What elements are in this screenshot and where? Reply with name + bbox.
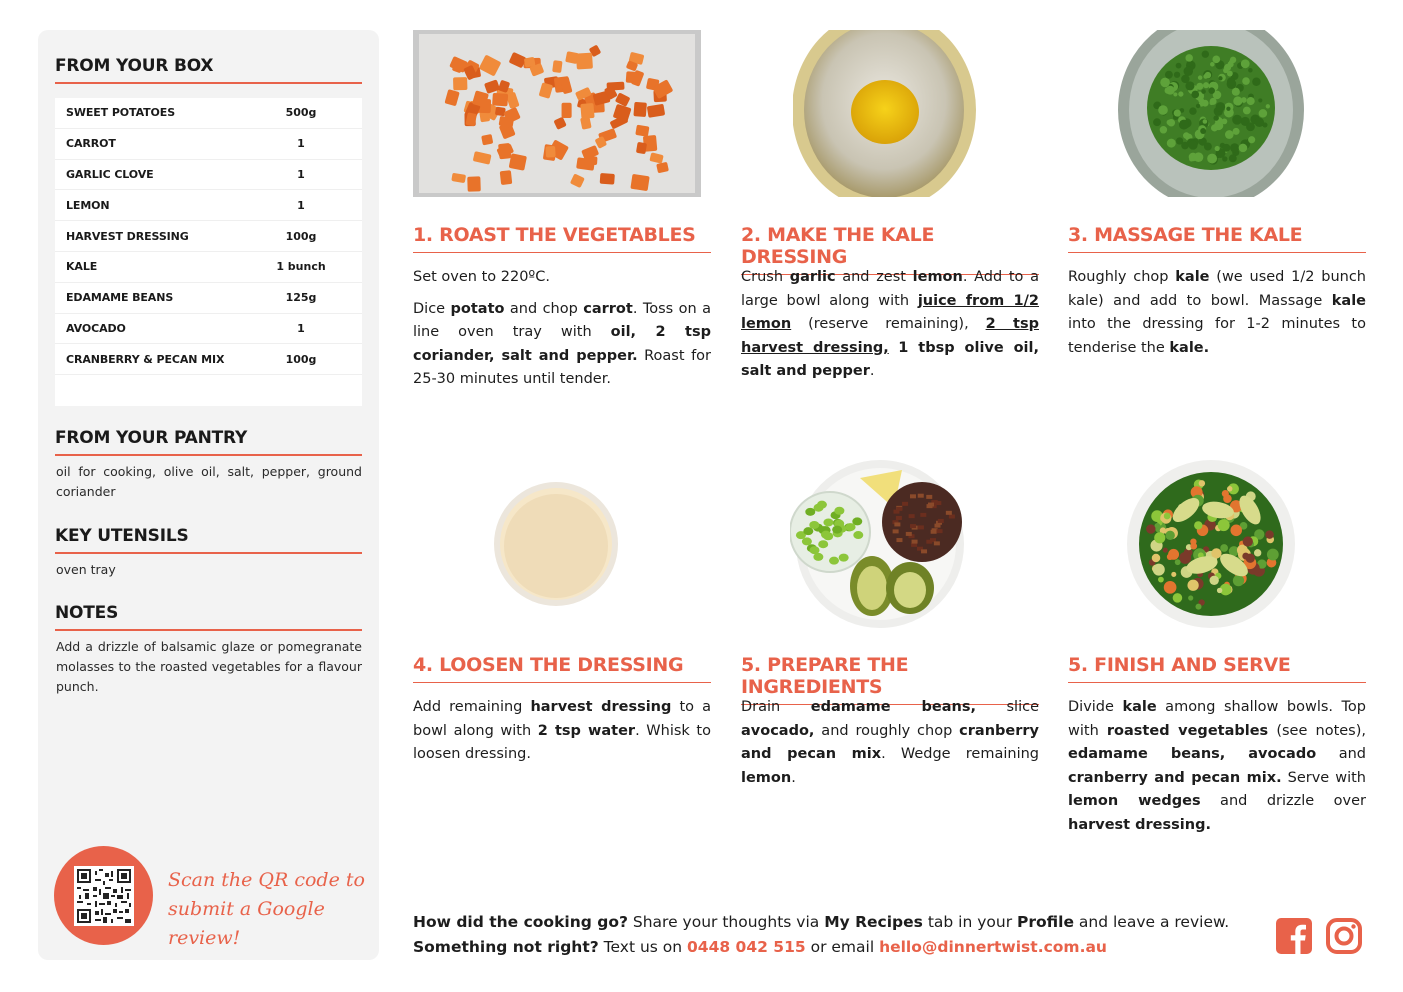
step-text: Drain <box>741 699 811 715</box>
ingredient-name: AVOCADO <box>66 321 126 335</box>
step-instructions <box>1068 696 1366 845</box>
ingredient-name: EDAMAME BEANS <box>66 291 174 305</box>
footer-line-1 <box>413 910 1263 935</box>
ingredient-row <box>55 344 362 375</box>
step-text: Crush <box>741 269 790 285</box>
step-paragraph <box>1068 266 1366 360</box>
ingredient-row <box>55 190 362 221</box>
underlined-ingredient: juice from 1/2 lemon <box>741 292 1039 332</box>
qr-code-icon[interactable] <box>74 866 134 926</box>
utensils-text: oven tray <box>56 562 116 577</box>
ingredient-qty: 500g <box>285 106 317 120</box>
step-instructions <box>1068 266 1366 368</box>
massaged-kale-photo <box>1118 30 1304 197</box>
notes-heading: NOTES <box>55 603 362 631</box>
step-text: to a bowl along with <box>413 699 711 739</box>
step-text: Add remaining <box>413 699 531 715</box>
ingredient-name: CRANBERRY & PECAN MIX <box>66 352 225 366</box>
ingredient-row <box>55 129 362 160</box>
bold-ingredient: lemon <box>741 769 792 786</box>
step-instructions <box>413 266 711 400</box>
ingredient-name: KALE <box>66 260 98 274</box>
bold-ingredient: kale. <box>1169 339 1210 356</box>
step-text: Set oven to 220ºC. <box>413 269 550 285</box>
step-paragraph <box>413 266 711 290</box>
profile-link[interactable]: Profile <box>1017 913 1074 931</box>
qr-caption-line-2: submit a Google review! <box>168 898 325 949</box>
bold-ingredient: harvest dressing. <box>1068 816 1211 833</box>
qr-caption <box>168 866 368 953</box>
my-recipes-link[interactable]: My Recipes <box>824 913 923 931</box>
bold-ingredient: cranberry and pecan mix. <box>1068 769 1282 786</box>
qr-caption-line-1: Scan the QR code to <box>168 869 365 891</box>
ingredient-name: GARLIC CLOVE <box>66 167 154 181</box>
step-text: (we used 1/2 bunch kale) and add to bowl. Massage <box>1068 269 1366 309</box>
step-text: and chop <box>504 300 584 317</box>
ingredient-row <box>55 283 362 314</box>
step-text: . Whisk to loosen dressing. <box>413 722 711 762</box>
bold-ingredient: lemon <box>912 269 963 285</box>
facebook-icon[interactable] <box>1276 918 1312 954</box>
footer-line-2 <box>413 935 1263 960</box>
step-title: 1. ROAST THE VEGETABLES <box>413 224 711 253</box>
sidebar <box>38 30 379 960</box>
prepared-ingredients-photo <box>790 460 970 628</box>
ingredient-qty: 125g <box>285 291 317 305</box>
bold-ingredient: avocado, <box>741 722 815 739</box>
step-text: and <box>1316 746 1367 762</box>
bold-ingredient: harvest dressing <box>530 699 672 715</box>
bold-ingredient: garlic <box>789 269 836 285</box>
step-text: Divide <box>1068 699 1123 715</box>
loosened-dressing-photo <box>493 481 619 607</box>
ingredient-name: HARVEST DRESSING <box>66 229 189 243</box>
step-text: . Add to a large bowl along with <box>741 269 1039 309</box>
step-text: and drizzle over <box>1200 793 1366 809</box>
step-instructions <box>741 696 1039 798</box>
step-text: into the dressing for 1-2 minutes to tenderise the <box>1068 316 1366 356</box>
step-text: . Toss on a line oven tray with <box>413 300 711 340</box>
ingredient-name: LEMON <box>66 198 110 212</box>
instagram-icon[interactable] <box>1326 918 1362 954</box>
finished-salad-photo <box>1126 460 1296 628</box>
feedback-text-3: and leave a review. <box>1073 913 1230 931</box>
feedback-text-2: tab in your <box>922 913 1018 931</box>
ingredient-qty: 100g <box>285 229 317 243</box>
underlined-ingredient: 2 tsp harvest dressing, <box>741 316 1039 356</box>
ingredient-qty: 1 <box>297 137 305 151</box>
kale-dressing-photo <box>793 30 976 197</box>
step-title: 5. PREPARE THE INGREDIENTS <box>741 654 1039 705</box>
step-paragraph <box>413 696 711 767</box>
bold-ingredient: kale <box>1122 699 1157 715</box>
bold-ingredient: cranberry and pecan mix <box>741 722 1039 762</box>
bold-ingredient: edamame beans, <box>810 699 976 715</box>
box-ingredients-table <box>55 98 362 406</box>
bold-ingredient: 1 tbsp olive oil, salt and pepper <box>741 339 1040 379</box>
pantry-text: oil for cooking, olive oil, salt, pepper, ground coriander <box>56 464 362 499</box>
support-text: Text us on <box>598 938 688 956</box>
roast-vegetables-photo <box>413 30 701 197</box>
step-text: (reserve remaining), <box>791 316 986 332</box>
ingredient-qty: 1 <box>297 198 305 212</box>
step-instructions <box>413 696 711 775</box>
ingredient-qty: 1 <box>297 321 305 335</box>
box-heading: FROM YOUR BOX <box>55 56 362 84</box>
step-text: . Wedge remaining <box>881 746 1039 762</box>
step-title: 2. MAKE THE KALE DRESSING <box>741 224 1039 275</box>
feedback-question: How did the cooking go? <box>413 913 628 931</box>
step-text: slice <box>976 699 1040 715</box>
qr-badge[interactable] <box>54 846 153 945</box>
step-text: (see notes), <box>1268 722 1366 739</box>
ingredient-row <box>55 160 362 191</box>
ingredient-qty: 1 bunch <box>276 260 326 274</box>
step-text: and roughly chop <box>814 722 960 739</box>
bold-ingredient: kale <box>1175 269 1210 285</box>
step-text: Dice <box>413 300 451 317</box>
step-paragraph <box>1068 696 1366 837</box>
step-title: 4. LOOSEN THE DRESSING <box>413 654 711 683</box>
ingredient-qty: 100g <box>285 352 317 366</box>
step-text: . <box>791 769 796 786</box>
bold-ingredient: roasted vegetables <box>1106 722 1269 739</box>
support-phone-link[interactable]: 0448 042 515 <box>687 938 806 956</box>
step-title: 5. FINISH AND SERVE <box>1068 654 1366 683</box>
bold-ingredient: oil, 2 tsp coriander, salt and pepper. <box>413 324 711 364</box>
bold-ingredient: kale <box>1331 292 1366 309</box>
step-text: . <box>869 363 875 379</box>
ingredient-row <box>55 314 362 345</box>
bold-ingredient: potato <box>450 300 505 317</box>
step-text <box>889 340 898 356</box>
step-instructions <box>741 266 1039 392</box>
bold-ingredient: edamame beans, avocado <box>1068 746 1317 762</box>
support-text-2: or email <box>805 938 880 956</box>
ingredient-row <box>55 221 362 252</box>
utensils-heading: KEY UTENSILS <box>55 526 362 554</box>
feedback-text: Share your thoughts via <box>627 913 825 931</box>
support-email-link[interactable]: hello@dinnertwist.com.au <box>879 938 1107 956</box>
bold-ingredient: lemon wedges <box>1068 793 1201 809</box>
bold-ingredient: carrot <box>583 300 633 317</box>
pantry-heading: FROM YOUR PANTRY <box>55 428 362 456</box>
feedback-footer <box>413 910 1263 960</box>
step-text: and zest <box>835 269 913 285</box>
step-text: Serve with <box>1281 769 1366 786</box>
ingredient-name: CARROT <box>66 137 116 151</box>
ingredient-row <box>55 252 362 283</box>
bold-ingredient: 2 tsp water <box>537 722 636 739</box>
notes-text: Add a drizzle of balsamic glaze or pomegranate molasses to the roasted vegetables for a flavour punch. <box>56 639 362 694</box>
step-title: 3. MASSAGE THE KALE <box>1068 224 1366 253</box>
step-paragraph <box>413 298 711 392</box>
step-paragraph <box>741 696 1039 790</box>
step-text: Roast for 25-30 minutes until tender. <box>413 347 712 387</box>
support-question: Something not right? <box>413 938 599 956</box>
step-paragraph <box>741 266 1039 384</box>
ingredient-qty: 1 <box>297 167 305 181</box>
ingredient-row <box>55 98 362 129</box>
step-text: Roughly chop <box>1068 269 1176 285</box>
ingredient-name: SWEET POTATOES <box>66 106 176 120</box>
step-text: among shallow bowls. Top with <box>1068 699 1366 739</box>
